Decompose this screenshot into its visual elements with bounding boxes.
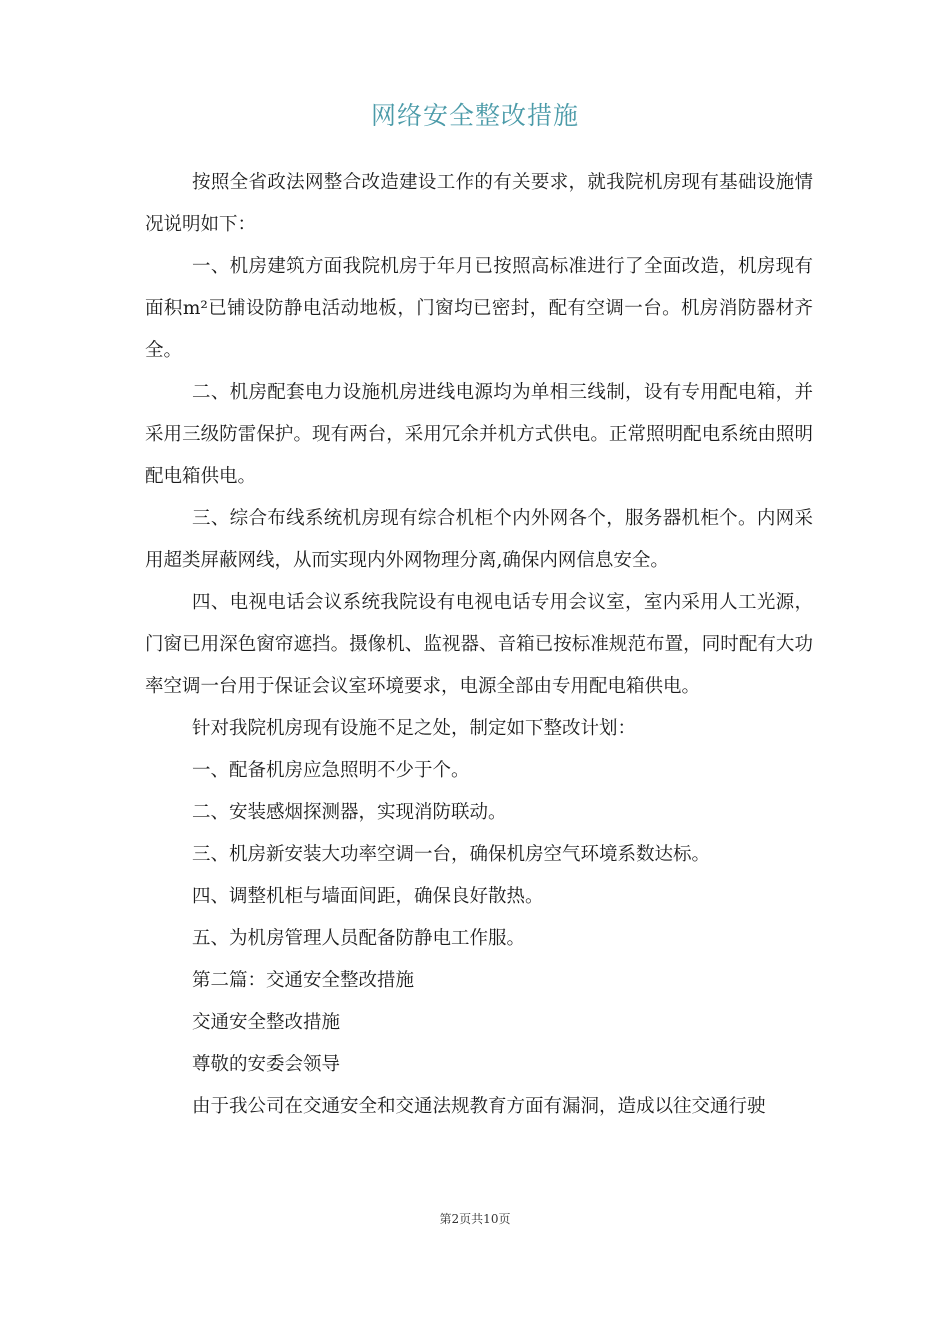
paragraph-plan-intro: 针对我院机房现有设施不足之处，制定如下整改计划：	[192, 718, 637, 739]
paragraph-video-conference: 四、电视电话会议系统我院设有电视电话专用会议室，室内采用人工光源，门窗已用深色窗帘遮挡。摄像机、监视器、音箱已按标准规范布置，同时配有大功率空调一台用于保证会议室环境要求，电源全部由专用配电箱供电。	[145, 592, 813, 697]
paragraph-power: 二、机房配套电力设施机房进线电源均为单相三线制，设有专用配电箱，并采用三级防雷保护。现有两台，采用冗余并机方式供电。正常照明配电系统由照明配电箱供电。	[145, 382, 813, 487]
page-footer: 第2页共10页	[439, 1212, 511, 1226]
plan-item-2: 二、安装感烟探测器，实现消防联动。	[192, 802, 507, 823]
document-title: 网络安全整改措施	[370, 101, 579, 130]
paragraph-traffic-intro: 由于我公司在交通安全和交通法规教育方面有漏洞，造成以往交通行驶	[192, 1096, 766, 1117]
plan-item-3: 三、机房新安装大功率空调一台，确保机房空气环境系数达标。	[192, 844, 711, 865]
paragraph-intro: 按照全省政法网整合改造建设工作的有关要求，就我院机房现有基础设施情况说明如下：	[145, 172, 813, 235]
document-body	[145, 162, 813, 1128]
plan-item-5: 五、为机房管理人员配备防静电工作服。	[192, 928, 526, 949]
section-subtitle: 交通安全整改措施	[192, 1012, 341, 1033]
paragraph-building: 一、机房建筑方面我院机房于年月已按照高标准进行了全面改造，机房现有面积m²已铺设防静电活动地板，门窗均已密封，配有空调一台。机房消防器材齐全。	[145, 256, 813, 361]
salutation: 尊敬的安委会领导	[192, 1054, 341, 1075]
paragraph-cabling: 三、综合布线系统机房现有综合机柜个内外网各个，服务器机柜个。内网采用超类屏蔽网线，从而实现内外网物理分离,确保内网信息安全。	[145, 508, 813, 571]
section-heading-part2: 第二篇：交通安全整改措施	[192, 970, 415, 991]
plan-item-4: 四、调整机柜与墙面间距，确保良好散热。	[192, 886, 544, 907]
plan-item-1: 一、配备机房应急照明不少于个。	[192, 760, 470, 781]
